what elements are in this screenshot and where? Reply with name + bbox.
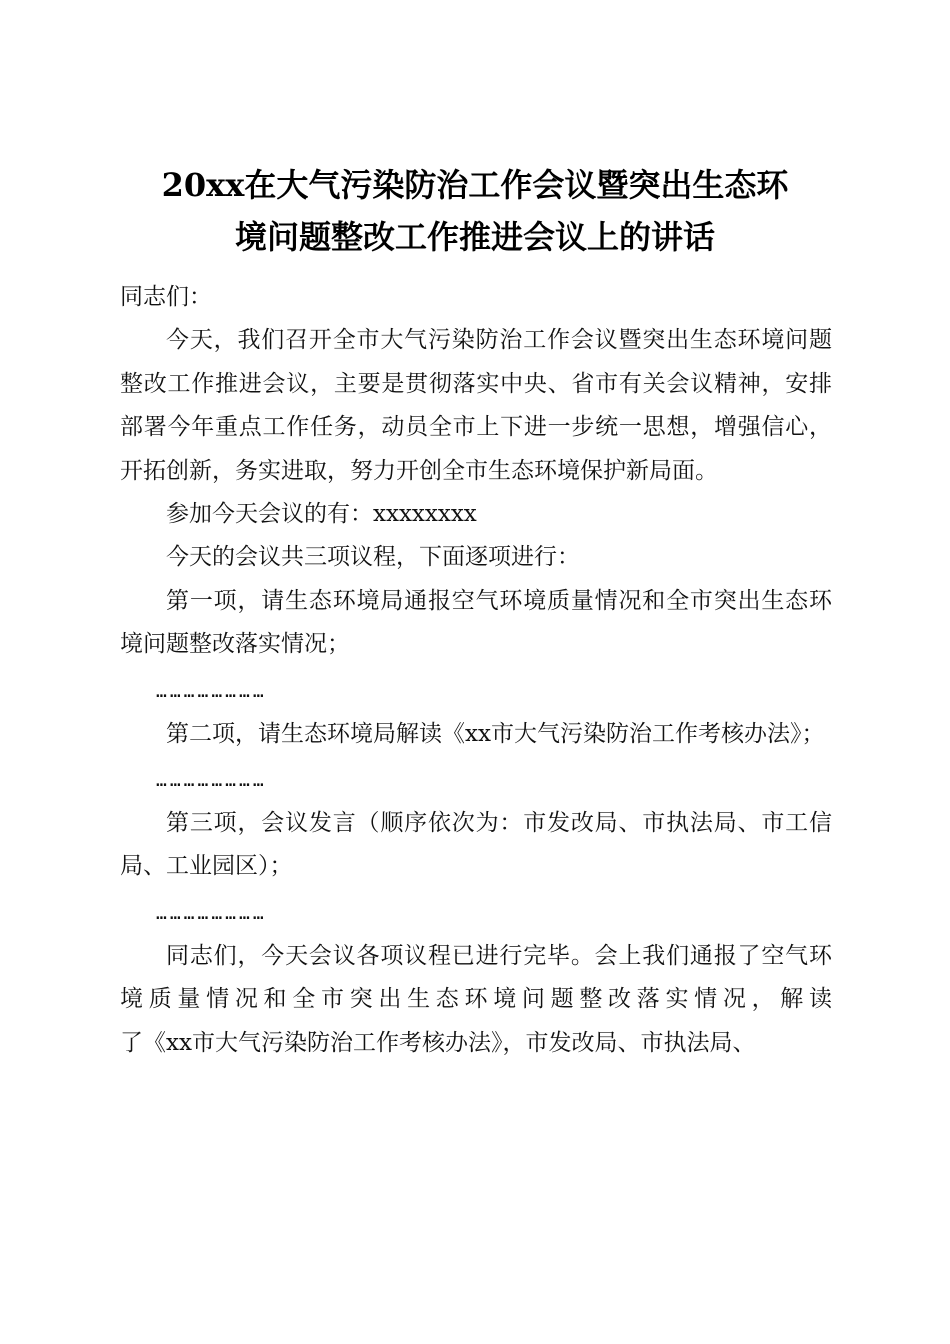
paragraph-closing-part-2: 了《xx市大气污染防治工作考核办法》，市发改局、市执法局、 bbox=[120, 1029, 756, 1056]
ellipsis-placeholder-3: …………………… bbox=[156, 902, 267, 924]
page-title bbox=[100, 159, 850, 263]
ellipsis-placeholder-2: …………………… bbox=[156, 770, 267, 792]
agenda-item-3: 第三项，会议发言（顺序依次为：市发改局、市执法局、市工信局、工业园区）； bbox=[120, 810, 832, 880]
salutation: 同志们： bbox=[120, 284, 212, 310]
paragraph-intro: 今天，我们召开全市大气污染防治工作会议暨突出生态环境问题整改工作推进会议，主要是贯彻落实中央、省市有关会议精神，安排部署今年重点工作任务，动员全市上下进一步统一思想，增强信心，开拓创新，务实进取，努力开创全市生态环境保护新局面。 bbox=[120, 327, 832, 484]
paragraph-attendees: 参加今天会议的有：xxxxxxxx bbox=[166, 501, 477, 528]
document-body bbox=[120, 276, 832, 1065]
title-line-1: 20xx在大气污染防治工作会议暨突出生态环 bbox=[161, 166, 789, 205]
paragraph-closing bbox=[120, 935, 832, 1065]
paragraph-agenda: 今天的会议共三项议程，下面逐项进行： bbox=[166, 544, 580, 571]
agenda-item-1: 第一项，请生态环境局通报空气环境质量情况和全市突出生态环境问题整改落实情况； bbox=[120, 587, 832, 658]
title-line-2: 境问题整改工作推进会议上的讲话 bbox=[234, 218, 715, 257]
ellipsis-placeholder-1: …………………… bbox=[156, 680, 267, 702]
paragraph-closing-part-1: 同志们，今天会议各项议程已进行完毕。会上我们通报了空气环境质量情况和全市突出生态环境问题整改落实情况，解读 bbox=[120, 942, 832, 1013]
agenda-item-2: 第二项，请生态环境局解读《xx市大气污染防治工作考核办法》； bbox=[166, 720, 825, 747]
